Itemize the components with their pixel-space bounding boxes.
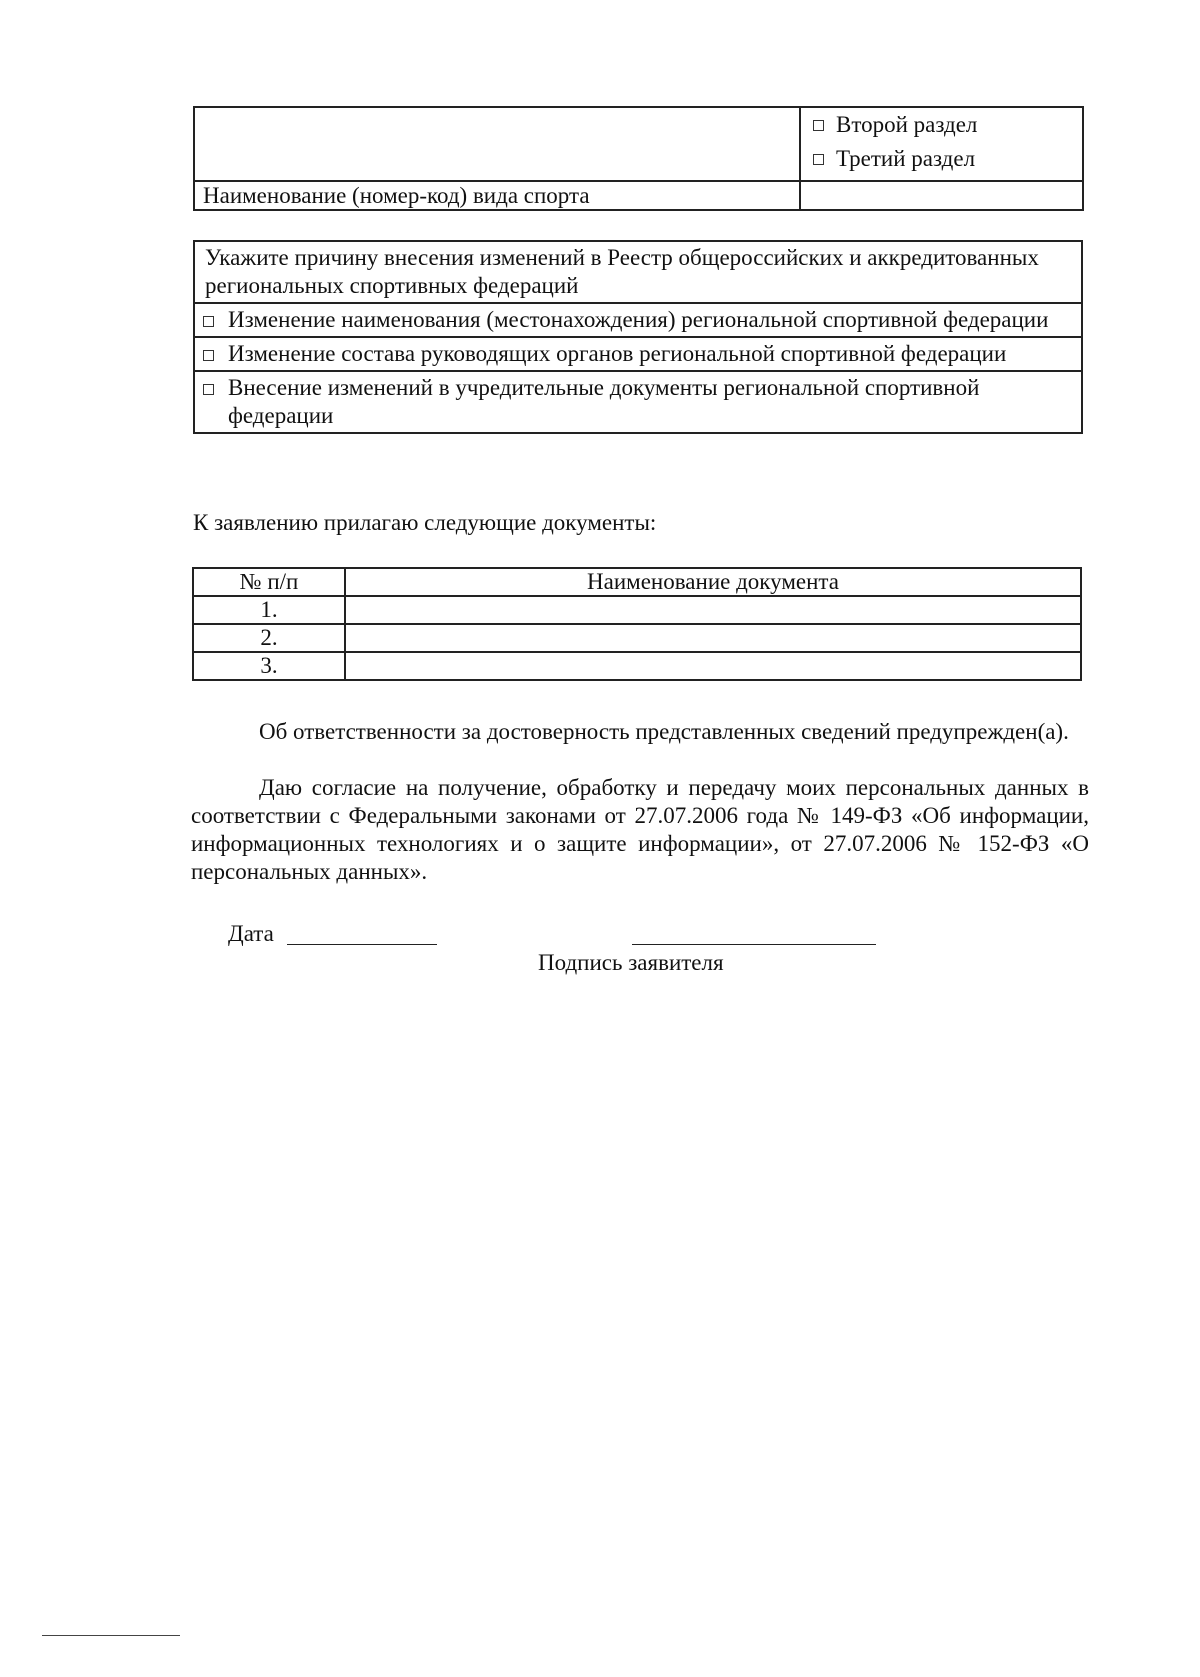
date-field[interactable] [287, 944, 437, 945]
checkbox-icon[interactable] [203, 316, 214, 327]
reason-option-row[interactable] [194, 337, 1082, 371]
table-row [193, 624, 1081, 652]
table-row [193, 652, 1081, 680]
row-number: 2. [193, 624, 345, 652]
checkbox-icon[interactable] [203, 384, 214, 395]
column-header-number: № п/п [193, 568, 345, 596]
reason-option-label: Изменение состава руководящих органов региональной спортивной федерации [214, 337, 1082, 371]
checkbox-icon[interactable] [813, 120, 824, 131]
reason-table [193, 240, 1083, 434]
blank-cell [194, 107, 800, 181]
reason-option-row[interactable] [194, 303, 1082, 337]
sport-name-field[interactable] [800, 181, 1083, 210]
column-header-document: Наименование документа [345, 568, 1081, 596]
row-number: 1. [193, 596, 345, 624]
table-row [193, 596, 1081, 624]
reason-option-row[interactable] [194, 371, 1082, 433]
reason-option-label: Изменение наименования (местонахождения) региональной спортивной федерации [214, 303, 1082, 337]
option-label: Второй раздел [836, 112, 978, 137]
option-label: Третий раздел [836, 146, 976, 171]
signature-label: Подпись заявителя [538, 950, 724, 975]
checkbox-icon[interactable] [203, 350, 214, 361]
consent-statement: Даю согласие на получение, обработку и передачу моих персональных данных в соответствии с Федеральными законами от 27.07.2006 года № 149-ФЗ «Об информации, информационных технологиях и о защите информации», от 27.07.2006 № 152-ФЗ «О персональных данных». [191, 775, 1089, 884]
signature-field[interactable] [632, 944, 876, 945]
table-header-row [193, 568, 1081, 596]
footnote-divider [42, 1635, 180, 1636]
reason-option-label: Внесение изменений в учредительные документы региональной спортивной федерации [214, 371, 1082, 433]
checkbox-icon[interactable] [813, 154, 824, 165]
date-label: Дата [228, 921, 274, 946]
sport-name-label: Наименование (номер-код) вида спорта [194, 181, 800, 210]
responsibility-statement: Об ответственности за достоверность представленных сведений предупрежден(а). [259, 719, 1069, 744]
document-name-field[interactable] [345, 624, 1081, 652]
document-name-field[interactable] [345, 596, 1081, 624]
reason-header: Укажите причину внесения изменений в Реестр общероссийских и аккредитованных региональных спортивных федераций [194, 241, 1082, 303]
option-third-section[interactable] [809, 142, 1074, 176]
documents-table [192, 567, 1082, 681]
sport-section-table [193, 106, 1084, 211]
document-name-field[interactable] [345, 652, 1081, 680]
row-number: 3. [193, 652, 345, 680]
option-second-section[interactable] [809, 108, 1074, 142]
section-options-cell [800, 107, 1083, 181]
attachments-intro: К заявлению прилагаю следующие документы: [193, 510, 657, 535]
